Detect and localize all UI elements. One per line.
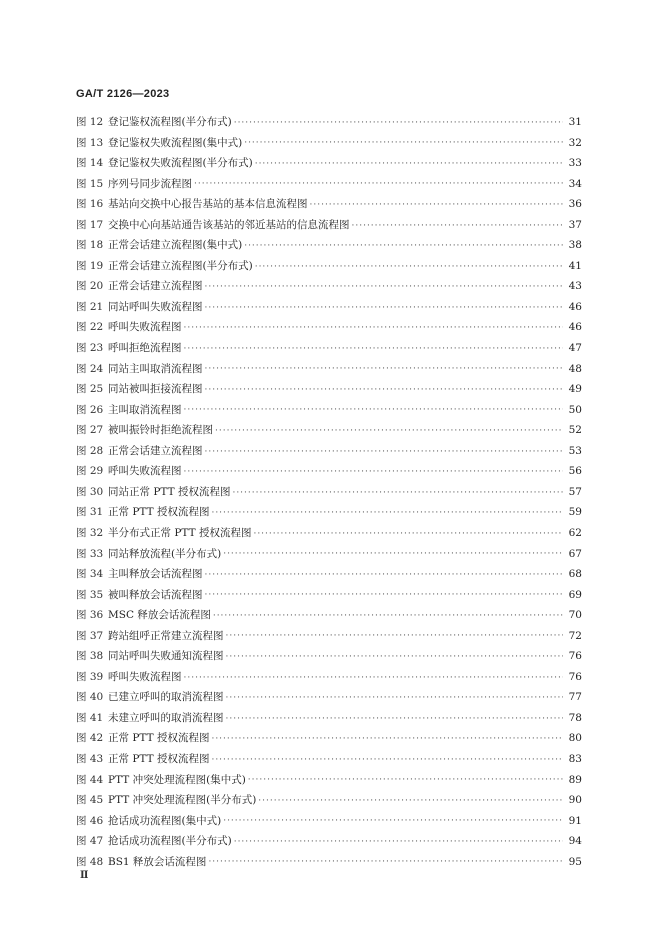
figure-number: 图 22 <box>76 321 104 334</box>
page-ref: 46 <box>568 321 582 334</box>
dot-leader <box>184 345 564 354</box>
figure-number: 图 18 <box>76 239 104 252</box>
toc-entry[interactable] <box>76 482 582 503</box>
figure-list <box>76 112 582 872</box>
figure-number: 图 28 <box>76 444 104 457</box>
toc-entry[interactable] <box>76 605 582 626</box>
toc-entry[interactable] <box>76 379 582 400</box>
figure-title: BS1 释放会话流程图 <box>108 855 207 868</box>
dot-leader <box>226 694 564 703</box>
dot-leader <box>213 612 563 621</box>
figure-title: 正常会话建立流程图 <box>108 280 203 293</box>
toc-entry[interactable] <box>76 174 582 195</box>
figure-title: 同站呼叫失败流程图 <box>108 300 203 313</box>
dot-leader <box>244 242 563 251</box>
dot-leader <box>211 509 563 518</box>
toc-entry[interactable] <box>76 215 582 236</box>
page-ref: 72 <box>568 629 582 642</box>
page-ref: 90 <box>568 794 582 807</box>
figure-title: 半分布式正常 PTT 授权流程图 <box>108 526 252 539</box>
figure-title: 同站正常 PTT 授权流程图 <box>108 485 231 498</box>
page-ref: 83 <box>568 752 582 765</box>
toc-entry[interactable] <box>76 317 582 338</box>
page-ref: 70 <box>568 609 582 622</box>
toc-entry[interactable] <box>76 790 582 811</box>
figure-number: 图 44 <box>76 773 104 786</box>
toc-entry[interactable] <box>76 235 582 256</box>
toc-entry[interactable] <box>76 646 582 667</box>
dot-leader <box>208 858 563 867</box>
page-ref: 62 <box>568 526 582 539</box>
figure-number: 图 46 <box>76 814 104 827</box>
toc-entry[interactable] <box>76 811 582 832</box>
page-ref: 56 <box>568 465 582 478</box>
dot-leader <box>211 756 563 765</box>
figure-number: 图 40 <box>76 691 104 704</box>
dot-leader <box>205 448 564 457</box>
figure-number: 图 16 <box>76 198 104 211</box>
page-ref: 95 <box>568 855 582 868</box>
page-ref: 43 <box>568 280 582 293</box>
figure-title: 正常会话建立流程图 <box>108 444 203 457</box>
dot-leader <box>234 119 563 128</box>
dot-leader <box>184 674 564 683</box>
page-ref: 49 <box>568 383 582 396</box>
page-ref: 33 <box>568 157 582 170</box>
figure-number: 图 31 <box>76 506 104 519</box>
dot-leader <box>255 160 563 169</box>
page-ref: 48 <box>568 362 582 375</box>
dot-leader <box>255 263 563 272</box>
page-ref: 59 <box>568 506 582 519</box>
dot-leader <box>205 304 564 313</box>
dot-leader <box>205 365 564 374</box>
toc-entry[interactable] <box>76 831 582 852</box>
page-ref: 76 <box>568 650 582 663</box>
toc-entry[interactable] <box>76 133 582 154</box>
toc-entry[interactable] <box>76 338 582 359</box>
figure-title: 未建立呼叫的取消流程图 <box>108 711 224 724</box>
dot-leader <box>352 222 564 231</box>
page-ref: 94 <box>568 835 582 848</box>
figure-number: 图 25 <box>76 383 104 396</box>
toc-entry[interactable] <box>76 194 582 215</box>
figure-title: 交换中心向基站通告该基站的邻近基站的信息流程图 <box>108 218 350 231</box>
toc-entry[interactable] <box>76 852 582 873</box>
toc-entry[interactable] <box>76 523 582 544</box>
figure-title: 登记鉴权流程图(半分布式) <box>108 116 232 129</box>
toc-entry[interactable] <box>76 441 582 462</box>
page-ref: 32 <box>568 136 582 149</box>
toc-entry[interactable] <box>76 708 582 729</box>
figure-number: 图 30 <box>76 485 104 498</box>
figure-number: 图 39 <box>76 670 104 683</box>
page-ref: 80 <box>568 732 582 745</box>
page-ref: 57 <box>568 485 582 498</box>
figure-title: 登记鉴权失败流程图(半分布式) <box>108 157 253 170</box>
dot-leader <box>248 776 563 785</box>
dot-leader <box>226 653 564 662</box>
toc-entry[interactable] <box>76 585 582 606</box>
page-ref: 68 <box>568 568 582 581</box>
figure-title: PTT 冲突处理流程图(集中式) <box>108 773 246 786</box>
figure-number: 图 41 <box>76 711 104 724</box>
figure-number: 图 35 <box>76 588 104 601</box>
figure-number: 图 23 <box>76 342 104 355</box>
figure-title: 呼叫失败流程图 <box>108 670 182 683</box>
dot-leader <box>205 283 564 292</box>
figure-number: 图 15 <box>76 177 104 190</box>
figure-title: 被叫释放会话流程图 <box>108 588 203 601</box>
page-ref: 34 <box>568 177 582 190</box>
figure-title: 序列号同步流程图 <box>108 177 192 190</box>
page-ref: 78 <box>568 711 582 724</box>
figure-number: 图 38 <box>76 650 104 663</box>
figure-title: 抢话成功流程图(集中式) <box>108 814 222 827</box>
dot-leader <box>223 817 563 826</box>
figure-title: 同站被叫拒接流程图 <box>108 383 203 396</box>
figure-title: 正常 PTT 授权流程图 <box>108 752 210 765</box>
figure-title: 正常会话建立流程图(半分布式) <box>108 259 253 272</box>
figure-title: 被叫振铃时拒绝流程图 <box>108 424 213 437</box>
toc-entry[interactable] <box>76 112 582 133</box>
figure-number: 图 14 <box>76 157 104 170</box>
figure-number: 图 20 <box>76 280 104 293</box>
figure-title: 主叫取消流程图 <box>108 403 182 416</box>
figure-number: 图 34 <box>76 568 104 581</box>
figure-title: 登记鉴权失败流程图(集中式) <box>108 136 243 149</box>
toc-entry[interactable] <box>76 770 582 791</box>
dot-leader <box>226 632 564 641</box>
toc-entry[interactable] <box>76 667 582 688</box>
figure-number: 图 27 <box>76 424 104 437</box>
page-ref: 31 <box>568 116 582 129</box>
dot-leader <box>253 530 563 539</box>
figure-title: 呼叫失败流程图 <box>108 321 182 334</box>
dot-leader <box>232 489 563 498</box>
dot-leader <box>205 571 564 580</box>
figure-title: 抢话成功流程图(半分布式) <box>108 835 232 848</box>
figure-number: 图 12 <box>76 116 104 129</box>
dot-leader <box>223 550 563 559</box>
figure-number: 图 36 <box>76 609 104 622</box>
figure-number: 图 21 <box>76 300 104 313</box>
page-ref: 41 <box>568 259 582 272</box>
dot-leader <box>310 201 564 210</box>
toc-entry[interactable] <box>76 543 582 564</box>
figure-number: 图 17 <box>76 218 104 231</box>
figure-number: 图 29 <box>76 465 104 478</box>
page-ref: 53 <box>568 444 582 457</box>
toc-entry[interactable] <box>76 728 582 749</box>
toc-entry[interactable] <box>76 359 582 380</box>
page-ref: 36 <box>568 198 582 211</box>
toc-entry[interactable] <box>76 400 582 421</box>
page-ref: 46 <box>568 300 582 313</box>
figure-title: 正常 PTT 授权流程图 <box>108 506 210 519</box>
toc-entry[interactable] <box>76 276 582 297</box>
dot-leader <box>244 139 563 148</box>
dot-leader <box>194 180 563 189</box>
dot-leader <box>226 715 564 724</box>
dot-leader <box>215 427 563 436</box>
dot-leader <box>205 591 564 600</box>
dot-leader <box>184 406 564 415</box>
figure-title: 呼叫拒绝流程图 <box>108 342 182 355</box>
dot-leader <box>258 797 563 806</box>
figure-number: 图 37 <box>76 629 104 642</box>
dot-leader <box>234 838 563 847</box>
document-code: GA/T 2126—2023 <box>76 88 170 100</box>
figure-number: 图 33 <box>76 547 104 560</box>
dot-leader <box>205 386 564 395</box>
toc-entry[interactable] <box>76 502 582 523</box>
figure-title: PTT 冲突处理流程图(半分布式) <box>108 794 257 807</box>
figure-title: 正常会话建立流程图(集中式) <box>108 239 243 252</box>
page-number: Ⅱ <box>80 870 89 881</box>
toc-entry[interactable] <box>76 749 582 770</box>
page-ref: 67 <box>568 547 582 560</box>
page-ref: 77 <box>568 691 582 704</box>
toc-entry[interactable] <box>76 564 582 585</box>
figure-title: 同站呼叫失败通知流程图 <box>108 650 224 663</box>
toc-entry[interactable] <box>76 626 582 647</box>
page-ref: 52 <box>568 424 582 437</box>
figure-title: MSC 释放会话流程图 <box>108 609 211 622</box>
toc-entry[interactable] <box>76 256 582 277</box>
figure-title: 呼叫失败流程图 <box>108 465 182 478</box>
page-ref: 50 <box>568 403 582 416</box>
figure-number: 图 45 <box>76 794 104 807</box>
dot-leader <box>211 735 563 744</box>
page-ref: 89 <box>568 773 582 786</box>
figure-number: 图 48 <box>76 855 104 868</box>
figure-title: 已建立呼叫的取消流程图 <box>108 691 224 704</box>
figure-number: 图 13 <box>76 136 104 149</box>
dot-leader <box>184 324 564 333</box>
toc-entry[interactable] <box>76 297 582 318</box>
dot-leader <box>184 468 564 477</box>
toc-entry[interactable] <box>76 420 582 441</box>
page-ref: 91 <box>568 814 582 827</box>
figure-number: 图 19 <box>76 259 104 272</box>
figure-title: 同站主叫取消流程图 <box>108 362 203 375</box>
page-ref: 47 <box>568 342 582 355</box>
figure-title: 正常 PTT 授权流程图 <box>108 732 210 745</box>
page-ref: 69 <box>568 588 582 601</box>
toc-entry[interactable] <box>76 461 582 482</box>
figure-title: 基站向交换中心报告基站的基本信息流程图 <box>108 198 308 211</box>
figure-number: 图 26 <box>76 403 104 416</box>
page-ref: 38 <box>568 239 582 252</box>
figure-number: 图 47 <box>76 835 104 848</box>
figure-title: 跨站组呼正常建立流程图 <box>108 629 224 642</box>
figure-title: 同站释放流程(半分布式) <box>108 547 222 560</box>
figure-number: 图 32 <box>76 526 104 539</box>
page-ref: 76 <box>568 670 582 683</box>
figure-number: 图 42 <box>76 732 104 745</box>
figure-number: 图 24 <box>76 362 104 375</box>
figure-number: 图 43 <box>76 752 104 765</box>
figure-title: 主叫释放会话流程图 <box>108 568 203 581</box>
toc-entry[interactable] <box>76 153 582 174</box>
toc-entry[interactable] <box>76 687 582 708</box>
page-ref: 37 <box>568 218 582 231</box>
